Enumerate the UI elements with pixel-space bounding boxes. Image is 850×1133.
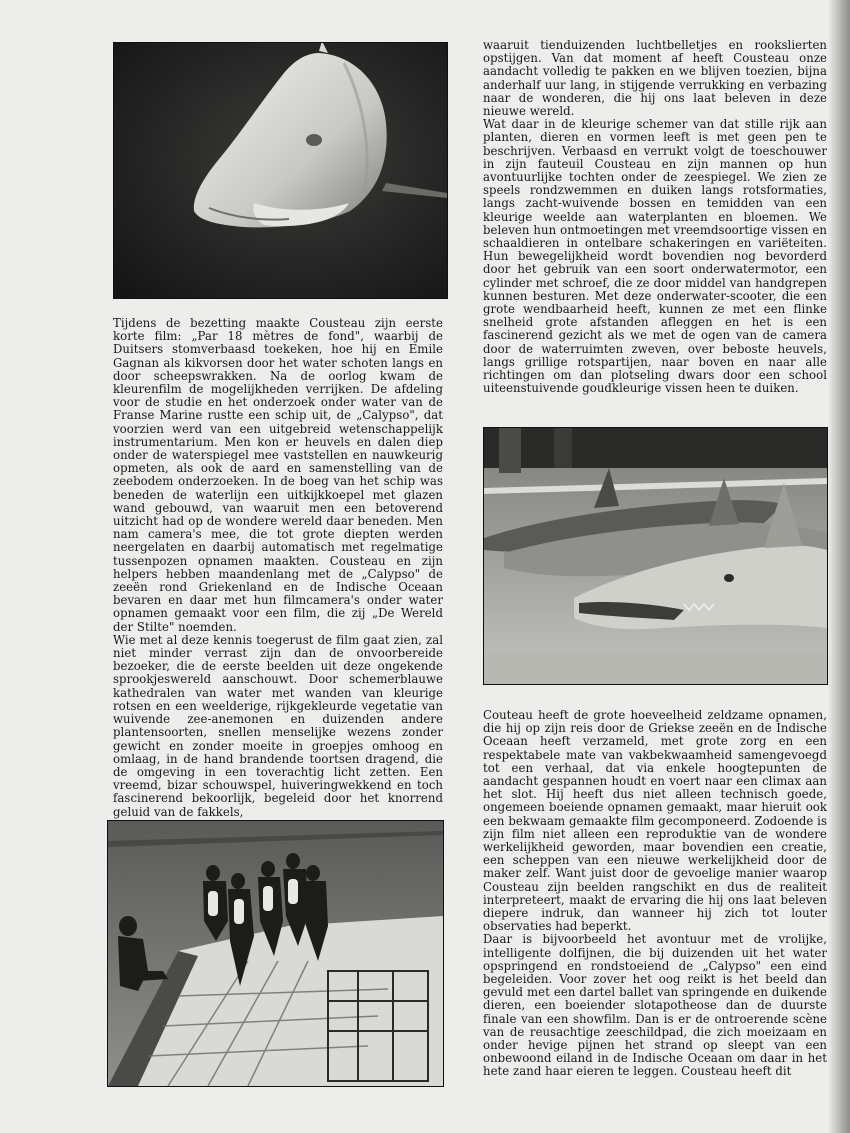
page-edge-shadow bbox=[828, 0, 850, 1133]
right-column-text-top bbox=[483, 39, 827, 395]
right-paragraph-3: Couteau heeft de grote hoeveelheid zeldzame opnamen, die hij op zijn reis door de Griekse zeeën en de Indische Oceaan heeft verzameld, met grote zorg en een respektabele mate van vakbekwaamheid samengevoegd tot een verhaal, dat via enkele hoogtepunten de aandacht gespannen houdt en voert naar een climax aan het slot. Hij heeft dus niet alleen technisch goede, ongemeen boeiende opnamen gemaakt, maar hieruit ook een bekwaam gemaakte film gecomponeerd. Zodoende is zijn film niet alleen een reproduktie van de wondere werkelijkheid geworden, maar bovendien een creatie, een scheppen van een nieuwe werkelijkheid door de maker zelf. Want juist door de gevoelige manier waarop Cousteau zijn beelden rangschikt en dus de realiteit interpreteert, maakt de ervaring die hij ons laat beleven diepere indruk, dan wanneer hij zich tot louter observaties had beperkt. bbox=[483, 708, 827, 934]
left-paragraph-2: Wie met al deze kennis toegerust de film gaat zien, zal niet minder verrast zijn dan de onvoorbereide bezoeker, die de eerste beelden uit deze ongekende sprookjeswereld aanschouwt. Door schemerblauwe kathedralen van water met wanden van kleurige rotsen en een weelderige, rijkgekleurde vegetatie van wuivende zee-anemonen en duizenden andere plantensoorten, snellen menselijke wezens zonder gewicht en zonder moeite in groepjes omhoog en omlaag, in de hand brandende toortsen dragend, die de omgeving in een toverachtig licht zetten. Een vreemd, bizar schouwspel, huiveringwekkend en toch fascinerend bekoorlijk, begeleid door het knorrend geluid van de fakkels, bbox=[113, 632, 443, 819]
right-column-text-bottom bbox=[483, 709, 827, 1079]
divers-on-deck-photo bbox=[107, 820, 444, 1087]
right-paragraph-2: Wat daar in de kleurige schemer van dat stille rijk aan planten, dieren en vormen leeft is met geen pen te beschrijven. Verbaasd en verrukt volgt de toeschouwer in zijn fauteuil Cousteau en zijn mannen op hun avontuurlijke tochten onder de zeespiegel. We zien ze speels rondzwemmen en duiken langs rotsformaties, langs zacht-wuivende bossen en temidden van een kleurige weelde aan waterplanten en bloemen. We beleven hun ontmoetingen met vreemdsoortige vissen en schaaldieren in ontelbare schakeringen en variëteiten. Hun bewegelijkheid wordt bovendien nog bevorderd door het gebruik van een soort onderwatermotor, een cylinder met schroef, die ze door middel van handgrepen kunnen besturen. Met deze onderwater-scooter, die een grote wendbaarheid heeft, kunnen ze met een flinke snelheid grote afstanden afleggen en het is een fascinerend gezicht als we met de ogen van de camera door de waterruimten zweven, over beboste heuvels, langs grillige rotspartijen, naar boven en naar alle richtingen om dan plotseling dwars door een school uiteenstuivende goudkleurige vissen heen te duiken. bbox=[483, 117, 827, 396]
divers-on-deck-image bbox=[108, 821, 443, 1086]
left-paragraph-1: Tijdens de bezetting maakte Cousteau zijn eerste korte film: „Par 18 mètres de fond", waarbij de Duitsers stomverbaasd toekeken, hoe hij en Emile Gagnan als kikvorsen door het water schoten langs en door scheepswrakken. Na de oorlog kwam de kleurenfilm de mogelijkheden verrijken. De afdeling voor de studie en het onderzoek onder water van de Franse Marine rustte een schip uit, de „Calypso", dat voorzien werd van een uitgebreid wetenschappelijk instrumentarium. Men kon er heuvels en dalen diep onder de waterspiegel mee vaststellen en nauwkeurig opmeten, als ook de aard en samenstelling van de zeebodem onderzoeken. In de boeg van het schip was beneden de waterlijn een uitkijkkoepel met glazen wand gebouwd, van waaruit men een betoverend uitzicht had op de wondere wereld daar beneden. Men nam camera's mee, die tot grote diepten werden neergelaten en daarbij automatisch met regelmatige tussenpozen opnamen maakten. Cousteau en zijn helpers hebben maandenlang met de „Calypso" de zeeën rond Griekenland en de Indische Oceaan bevaren en daar met hun filmcamera's onder water opnamen gemaakt voor een film, die zij „De Wereld der Stilte" noemden. bbox=[113, 316, 443, 634]
right-paragraph-1: waaruit tienduizenden luchtbelletjes en rookslierten opstijgen. Van dat moment af heeft Cousteau onze aandacht volledig te pakken en we blijven toezien, bijna anderhalf uur lang, in stijgende verrukking en verbazing naar de wonderen, die hij ons laat beleven in deze nieuwe wereld. bbox=[483, 38, 827, 119]
fish-head-photo bbox=[113, 42, 448, 299]
sharks-image bbox=[484, 428, 827, 684]
right-paragraph-4: Daar is bijvoorbeeld het avontuur met de vrolijke, intelligente dolfijnen, die bij duizenden uit het water opspringend en rondstoeiend de „Calypso" een eind begeleiden. Voor zover het oog reikt is het beeld dan gevuld met een dartel ballet van springende en duikende dieren, een boeiender slotapotheose dan de duurste finale van een showfilm. Dan is er de ontroerende scène van de reusachtige zeeschildpad, die zich moeizaam en onder hevige pijnen het strand op sleept van een onbewoond eiland in de Indische Oceaan om daar in het hete zand haar eieren te leggen. Cousteau heeft dit bbox=[483, 932, 827, 1079]
left-column-text bbox=[113, 317, 443, 819]
sharks-photo bbox=[483, 427, 828, 685]
fish-head-image bbox=[114, 43, 447, 298]
